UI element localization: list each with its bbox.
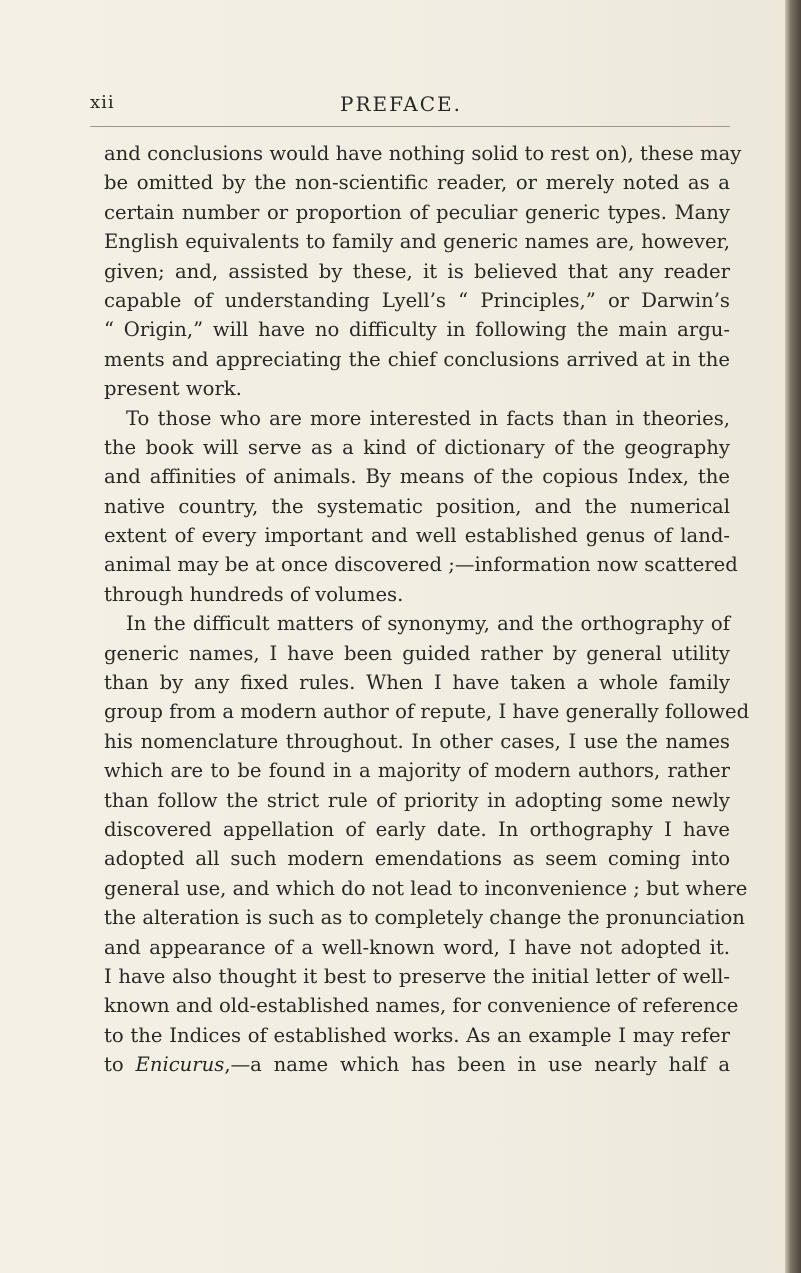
page-header <box>90 88 720 118</box>
text-line: capable of understanding Lyell’s “ Principles,” or Darwin’s <box>104 288 730 312</box>
text-line: English equivalents to family and generic names are, however, <box>104 230 730 254</box>
text-line: animal may be at once discovered ;—information now scattered <box>104 553 738 577</box>
text-line: present work. <box>104 377 242 401</box>
text-line: I have also thought it best to preserve the initial letter of well- <box>104 964 730 988</box>
page-number: xii <box>90 92 115 113</box>
text-line: the book will serve as a kind of dictionary of the geography <box>104 435 730 459</box>
text-line: which are to be found in a majority of modern authors, rather <box>104 759 730 783</box>
text-line: than by any fixed rules. When I have taken a whole family <box>104 671 730 695</box>
text-line: given; and, assisted by these, it is believed that any reader <box>104 259 730 283</box>
text-line-last <box>104 1050 730 1079</box>
page-edge-shadow <box>785 0 801 1273</box>
text-line: adopted all such modern emendations as seem coming into <box>104 847 730 871</box>
last-line-prefix: to <box>104 1053 136 1077</box>
text-line: certain number or proportion of peculiar generic types. Many <box>104 200 730 224</box>
text-line: In the difficult matters of synonymy, and the orthography of <box>126 612 730 636</box>
genus-name: Enicurus <box>135 1053 225 1077</box>
text-line: the alteration is such as to completely change the pronunciation <box>104 906 745 930</box>
text-line: “ Origin,” will have no difficulty in following the main argu- <box>104 318 730 342</box>
text-line: discovered appellation of early date. In orthography I have <box>104 817 730 841</box>
text-line: than follow the strict rule of priority in adopting some newly <box>104 788 730 812</box>
text-line: general use, and which do not lead to inconvenience ; but where <box>104 876 748 900</box>
body-text <box>104 139 750 1080</box>
text-line: and conclusions would have nothing solid to rest on), these may <box>104 142 742 165</box>
text-line: group from a modern author of repute, I have generally followed <box>104 700 750 724</box>
last-line-suffix: ,—a name which has been in use nearly half a <box>224 1053 731 1077</box>
text-line: to the Indices of established works. As an example I may refer <box>104 1023 730 1047</box>
running-title: PREFACE. <box>340 92 462 116</box>
text-line: known and old-established names, for convenience of reference <box>104 994 739 1018</box>
text-line: generic names, I have been guided rather by general utility <box>104 641 730 665</box>
text-line: ments and appreciating the chief conclusions arrived at in the <box>104 347 730 371</box>
header-rule <box>90 126 730 127</box>
text-line: extent of every important and well established genus of land- <box>104 524 730 548</box>
text-line: be omitted by the non-scientific reader, or merely noted as a <box>104 171 730 195</box>
text-line: through hundreds of volumes. <box>104 582 404 606</box>
text-line: and affinities of animals. By means of the copious Index, the <box>104 465 730 489</box>
text-line: native country, the systematic position, and the numerical <box>104 494 730 518</box>
text-line: and appearance of a well-known word, I have not adopted it. <box>104 935 730 959</box>
text-line: his nomenclature throughout. In other cases, I use the names <box>104 729 730 753</box>
text-line: To those who are more interested in facts than in theories, <box>126 406 730 430</box>
